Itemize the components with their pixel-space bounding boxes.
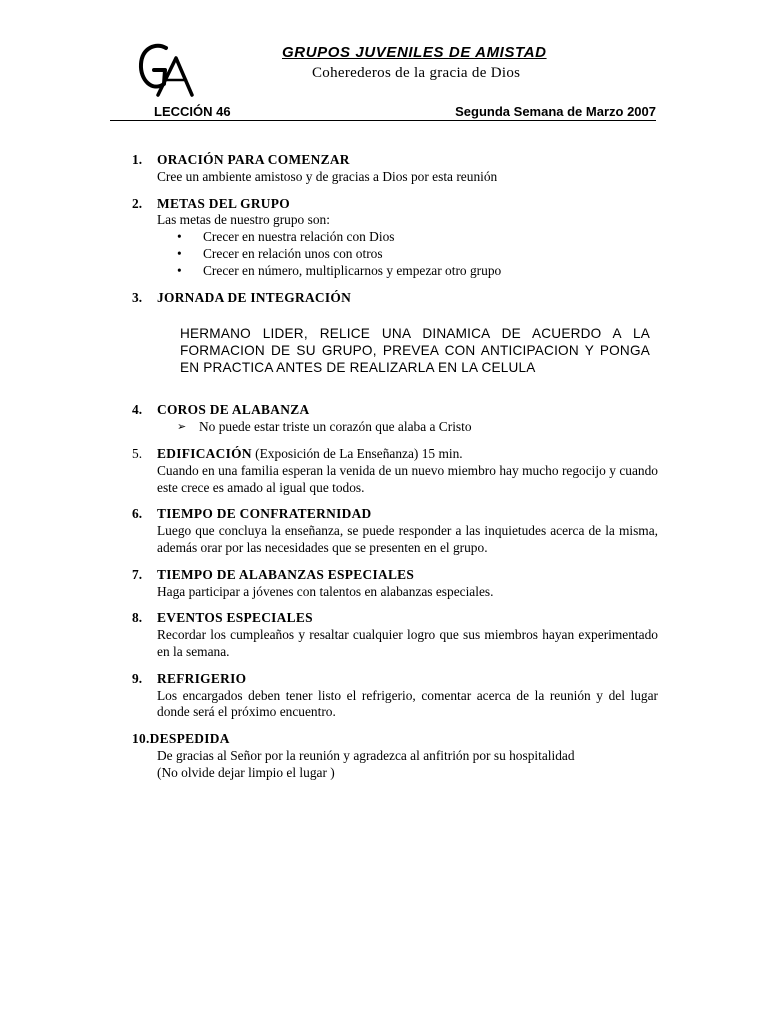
section-number: 2. [132, 195, 143, 211]
section-body: Cuando en una familia esperan la venida de un nuevo miembro hay mucho regocijo y cuando este crece es amado al igual que todos. [157, 462, 658, 495]
section-number: 9. [132, 670, 143, 686]
header-divider [110, 120, 656, 121]
section-4 [132, 402, 658, 436]
org-title: GRUPOS JUVENILES DE AMISTAD [282, 44, 547, 61]
section-body: Los encargados deben tener listo el refrigerio, comentar acerca de la reunión y del lugar donde será el próximo encuentro. [157, 687, 658, 720]
bullet-icon: • [177, 245, 182, 261]
leader-instructions: HERMANO LIDER, RELICE UNA DINAMICA DE ACUERDO A LA FORMACION DE SU GRUPO, PREVEA CON ANTICIPACION Y PONGA EN PRACTICA ANTES DE REALIZARLA EN LA CELULA [180, 326, 650, 376]
arrow-bullet-icon: ➢ [177, 421, 187, 434]
section-5 [132, 446, 658, 496]
list-item [177, 263, 658, 280]
section-body: De gracias al Señor por la reunión y agradezca al anfitrión por su hospitalidad [157, 747, 575, 763]
section-6 [132, 506, 658, 556]
lesson-content [132, 152, 658, 792]
section-title: DESPEDIDA [149, 731, 230, 747]
section-body: Cree un ambiente amistoso y de gracias a Dios por esta reunión [157, 168, 498, 184]
lesson-date: Segunda Semana de Marzo 2007 [455, 104, 656, 119]
list-item-text: No puede estar triste un corazón que alaba a Cristo [199, 419, 472, 435]
goals-list [132, 229, 658, 279]
section-8 [132, 610, 658, 660]
section-2 [132, 196, 658, 280]
section-number: 8. [132, 610, 143, 626]
section-body: Recordar los cumpleaños y resaltar cualquier logro que sus miembros hayan experimentado en la semana. [157, 627, 658, 659]
section-title: TIEMPO DE ALABANZAS ESPECIALES [157, 566, 415, 582]
list-item-text: Crecer en número, multiplicarnos y empezar otro grupo [203, 262, 502, 278]
section-number: 7. [132, 566, 143, 582]
list-item [177, 246, 658, 263]
section-number: 10. [132, 731, 150, 747]
section-title: METAS DEL GRUPO [157, 195, 290, 211]
section-10 [132, 731, 658, 781]
section-7 [132, 567, 658, 601]
section-body: Haga participar a jóvenes con talentos en alabanzas especiales. [157, 583, 494, 599]
section-number: 4. [132, 402, 143, 418]
section-3 [132, 290, 658, 377]
section-1 [132, 152, 658, 186]
org-subtitle: Coherederos de la gracia de Dios [312, 65, 521, 81]
list-item [132, 419, 658, 436]
section-body-note: (No olvide dejar limpio el lugar ) [157, 764, 335, 780]
list-item-text: Crecer en relación unos con otros [203, 245, 383, 261]
section-title: TIEMPO DE CONFRATERNIDAD [157, 506, 372, 522]
bullet-icon: • [177, 262, 182, 278]
section-title: COROS DE ALABANZA [157, 402, 310, 418]
section-number: 3. [132, 289, 143, 305]
section-title: EVENTOS ESPECIALES [157, 610, 313, 626]
section-number: 5. [132, 445, 143, 461]
list-item [177, 229, 658, 246]
section-title: EDIFICACIÓN [157, 445, 252, 461]
section-title-note: (Exposición de La Enseñanza) 15 min. [251, 445, 463, 461]
ga-logo [136, 40, 196, 98]
section-title: JORNADA DE INTEGRACIÓN [157, 289, 352, 305]
list-item-text: Crecer en nuestra relación con Dios [203, 229, 395, 245]
section-title: REFRIGERIO [157, 670, 247, 686]
bullet-icon: • [177, 229, 182, 245]
section-number: 1. [132, 152, 143, 167]
lesson-number: LECCIÓN 46 [154, 104, 231, 119]
section-number: 6. [132, 506, 143, 522]
section-body: Luego que concluya la enseñanza, se puede responder a las inquietudes acerca de la misma, además orar por las necesidades que se presenten en el grupo. [157, 523, 658, 555]
section-title: ORACIÓN PARA COMENZAR [157, 152, 350, 167]
section-body: Las metas de nuestro grupo son: [157, 212, 330, 228]
section-9 [132, 671, 658, 721]
